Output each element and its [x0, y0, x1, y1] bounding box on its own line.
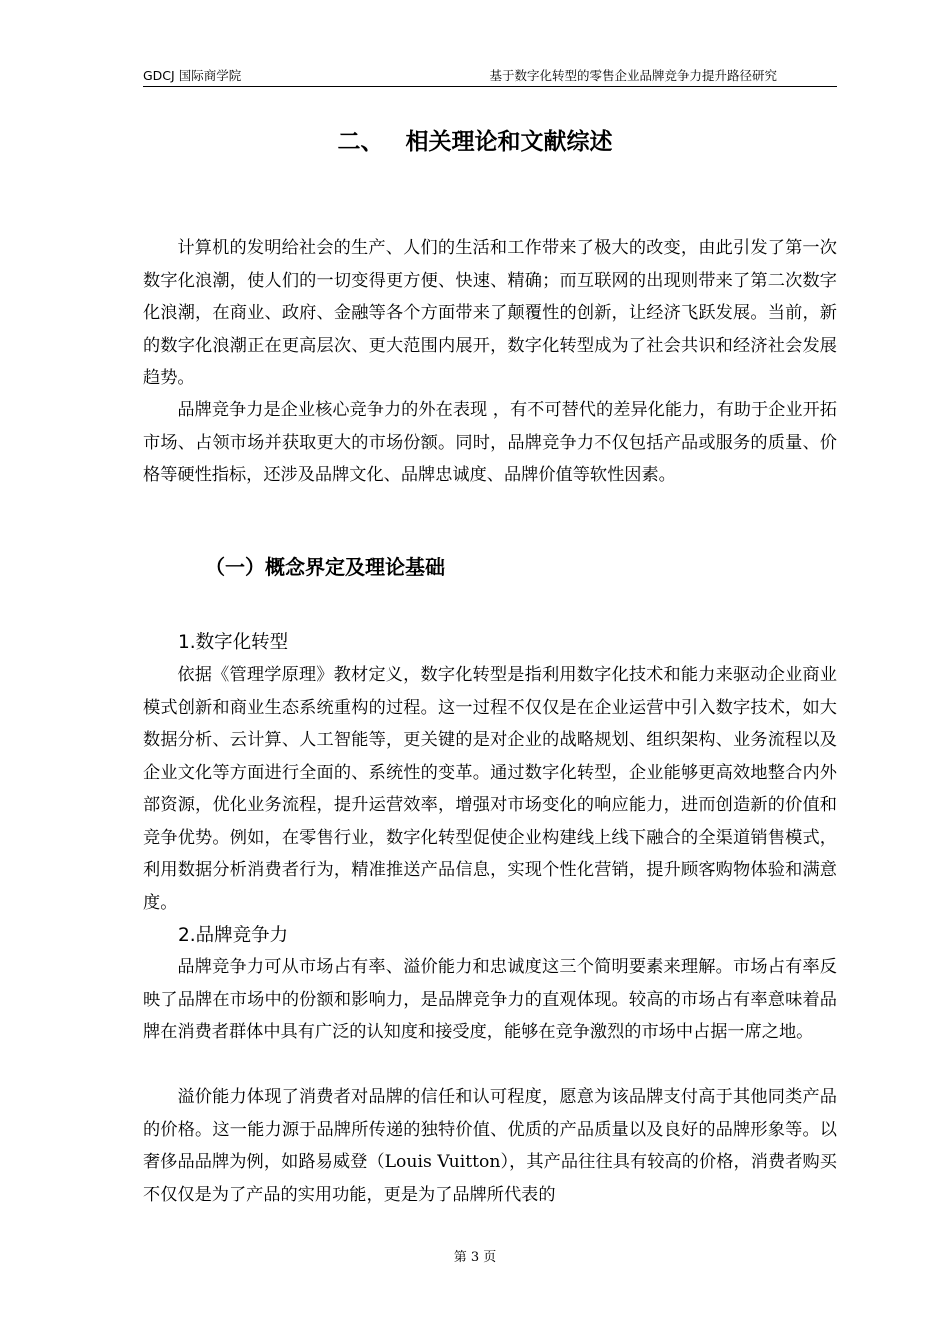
chapter-title-text: 相关理论和文献综述 [405, 129, 613, 155]
subsection-heading-digital-transformation: 1.数字化转型 [178, 632, 289, 653]
page-number: 第 3 页 [453, 1250, 497, 1265]
chapter-title [0, 124, 950, 160]
subsection-heading-brand-competitiveness: 2.品牌竞争力 [178, 925, 289, 946]
intro-paragraph-1: 计算机的发明给社会的生产、人们的生活和工作带来了极大的改变，由此引发了第一次数字化浪潮，使人们的一切变得更方便、快速、精确；而互联网的出现则带来了第二次数字化浪潮，在商业、政府、金融等各个方面带来了颠覆性的创新，让经济飞跃发展。当前，新的数字化浪潮正在更高层次、更大范围内展开，数字化转型成为了社会共识和经济社会发展趋势。 [143, 238, 837, 388]
brand-competitiveness-paragraph-2: 溢价能力体现了消费者对品牌的信任和认可程度，愿意为该品牌支付高于其他同类产品的价格。这一能力源于品牌所传递的独特价值、优质的产品质量以及良好的品牌形象等。以奢侈品品牌为例，如路易威登（Louis Vuitton），其产品往往具有较高的价格，消费者购买不仅仅是为了产品的实用功能，更是为了品牌所代表的 [143, 1087, 837, 1205]
chapter-number: 二、 [337, 129, 384, 155]
intro-paragraph-2: 品牌竞争力是企业核心竞争力的外在表现 ，有不可替代的差异化能力，有助于企业开拓市场、占领市场并获取更大的市场份额。同时，品牌竞争力不仅包括产品或服务的质量、价格等硬性指标，还涉及品牌文化、品牌忠诚度、品牌价值等软性因素。 [143, 400, 837, 485]
header-institution: GDCJ 国际商学院 [143, 68, 242, 83]
header-paper-title: 基于数字化转型的零售企业品牌竞争力提升路径研究 [489, 68, 777, 83]
page-header [143, 66, 837, 87]
brand-competitiveness-paragraph-1: 品牌竞争力可从市场占有率、溢价能力和忠诚度这三个简明要素来理解。市场占有率反映了品牌在市场中的份额和影响力，是品牌竞争力的直观体现。较高的市场占有率意味着品牌在消费者群体中具有广泛的认知度和接受度，能够在竞争激烈的市场中占据一席之地。 [143, 957, 837, 1042]
digital-transformation-paragraph: 依据《管理学原理》教材定义，数字化转型是指利用数字化技术和能力来驱动企业商业模式创新和商业生态系统重构的过程。这一过程不仅仅是在企业运营中引入数字技术，如大数据分析、云计算、人工智能等，更关键的是对企业的战略规划、组织架构、业务流程以及企业文化等方面进行全面的、系统性的变革。通过数字化转型，企业能够更高效地整合内外部资源，优化业务流程，提升运营效率，增强对市场变化的响应能力，进而创造新的价值和竞争优势。例如，在零售行业，数字化转型促使企业构建线上线下融合的全渠道销售模式，利用数据分析消费者行为，精准推送产品信息，实现个性化营销，提升顾客购物体验和满意度。 [143, 665, 837, 913]
section-heading: （一）概念界定及理论基础 [205, 555, 445, 579]
